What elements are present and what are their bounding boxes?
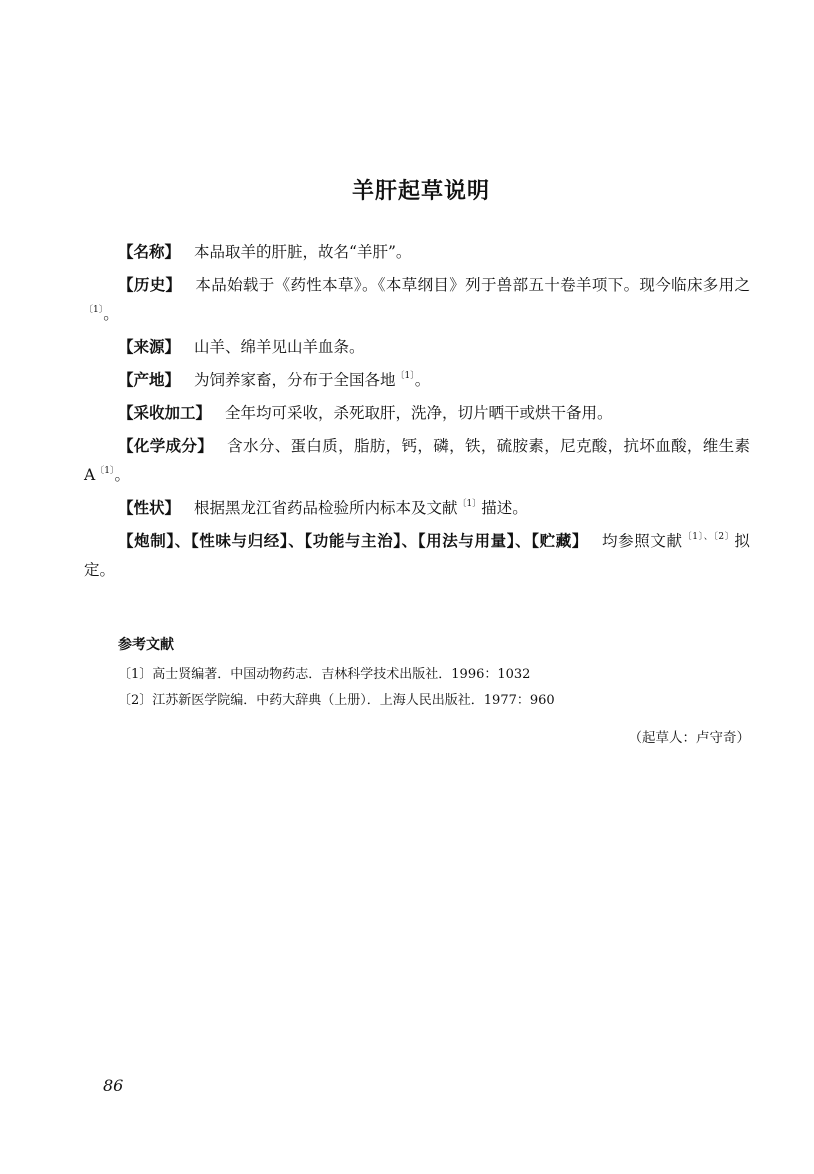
entry-tail: 。 <box>414 371 431 389</box>
entry-text: 山羊、绵羊见山羊血条。 <box>194 338 365 356</box>
entry-label: 【产地】 <box>118 371 181 389</box>
entry-history <box>84 271 750 329</box>
entry-label: 【性味与归经】 <box>190 532 289 550</box>
document-title: 羊肝起草说明 <box>351 179 490 204</box>
entry-origin <box>84 366 750 395</box>
entry-label: 【炮制】 <box>118 532 175 550</box>
entry-text: 本品取羊的肝脏，故名“羊肝”。 <box>194 243 412 261</box>
entry-text: 为饲养家畜，分布于全国各地 <box>194 371 396 389</box>
citation-mark: 〔1〕、〔2〕 <box>682 532 735 542</box>
entry-label: 【化学成分】 <box>118 437 214 455</box>
citation-mark: 〔1〕 <box>395 371 415 381</box>
entry-label: 【名称】 <box>118 243 181 261</box>
drafter-credit: （起草人：卢守奇） <box>628 730 750 746</box>
references-section <box>118 634 758 714</box>
entry-label: 【历史】 <box>118 276 182 294</box>
reference-item: 〔2〕江苏新医学院编．中药大辞典（上册）．上海人民出版社．1977：960 <box>118 693 555 708</box>
entry-label: 【功能与主治】 <box>304 532 402 550</box>
entry-label: 【采收加工】 <box>118 404 212 422</box>
entry-text: 均参照文献 <box>602 532 683 550</box>
entry-text: 全年均可采收，杀死取肝，洗净，切片晒干或烘干备用。 <box>225 404 613 422</box>
page-number: 86 <box>103 1076 124 1095</box>
entry-tail: 。 <box>114 466 130 484</box>
entry-tail: 。 <box>103 305 119 323</box>
label-separator: 、 <box>401 532 418 550</box>
label-separator: 、 <box>288 532 305 550</box>
entry-chemistry <box>84 432 750 490</box>
label-separator: 、 <box>174 532 191 550</box>
entry-text: 根据黑龙江省药品检验所内标本及文献 <box>194 499 458 517</box>
citation-mark: 〔1〕 <box>95 466 115 476</box>
entry-label: 【贮藏】 <box>531 532 588 550</box>
entries-section <box>84 238 750 589</box>
entry-text: 含水分、蛋白质，脂肪，钙，磷，铁，硫胺素，尼克酸，抗坏血酸，维生素 A <box>84 437 750 484</box>
entry-combined <box>84 527 750 585</box>
entry-label: 【性状】 <box>118 499 181 517</box>
entry-label: 【来源】 <box>118 338 181 356</box>
entry-text: 本品始载于《药性本草》。《本草纲目》列于兽部五十卷羊项下。现今临床多用之 <box>195 276 750 294</box>
label-separator: 、 <box>515 532 532 550</box>
citation-mark: 〔1〕 <box>457 499 482 509</box>
entry-harvest <box>84 399 750 428</box>
entry-tail: 拟定。 <box>84 532 750 579</box>
reference-item: 〔1〕高士贤编著．中国动物药志．吉林科学技术出版社．1996：1032 <box>118 667 531 682</box>
citation-mark: 〔1〕 <box>84 305 104 315</box>
entry-appearance <box>84 494 750 523</box>
entry-name <box>84 238 750 267</box>
entry-tail: 描述。 <box>481 499 528 517</box>
entry-label: 【用法与用量】 <box>417 532 516 550</box>
references-title: 参考文献 <box>118 637 174 653</box>
entry-source <box>84 333 750 362</box>
